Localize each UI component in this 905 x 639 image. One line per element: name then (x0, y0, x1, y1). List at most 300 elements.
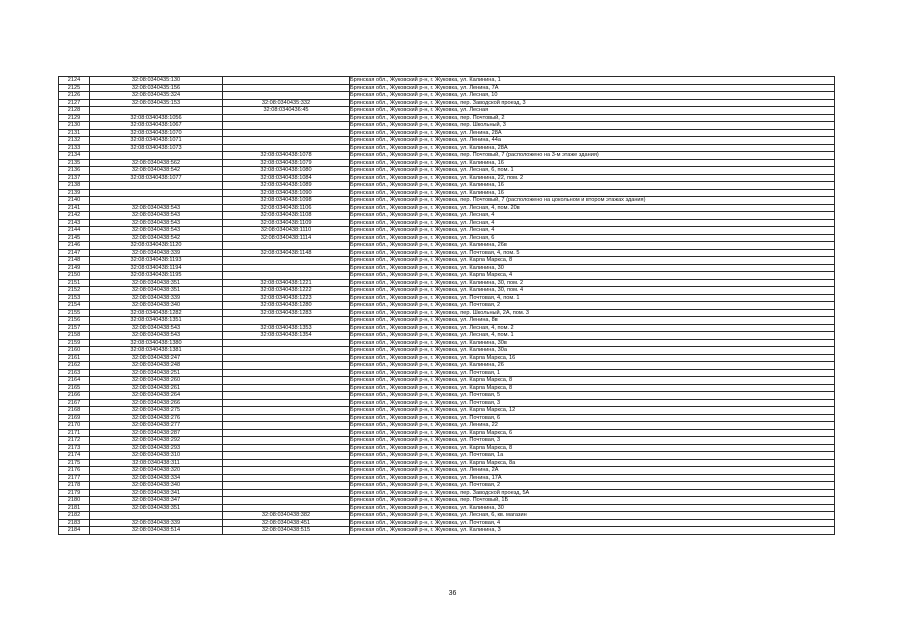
address-cell: Брянская обл., Жуковский р-н, г. Жуковка, ул. Калинина, 30а (350, 347, 835, 355)
table-row (59, 437, 835, 445)
table-row (59, 407, 835, 415)
land-cadastral-number-cell (90, 182, 223, 190)
row-number-cell: 2145 (59, 234, 90, 242)
table-row (59, 129, 835, 137)
land-cadastral-number-cell: 32:08:0340438:543 (90, 212, 223, 220)
address-cell: Брянская обл., Жуковский р-н, г. Жуковка, ул. Калинина, 30, пом. 2 (350, 279, 835, 287)
land-cadastral-number-cell: 32:08:0340438:1073 (90, 144, 223, 152)
address-cell: Брянская обл., Жуковский р-н, г. Жуковка, ул. Карла Маркса, 8 (350, 444, 835, 452)
object-cadastral-number-cell (223, 144, 350, 152)
land-cadastral-number-cell: 32:08:0340438:266 (90, 399, 223, 407)
object-cadastral-number-cell (223, 459, 350, 467)
row-number-cell: 2177 (59, 474, 90, 482)
address-cell: Брянская обл., Жуковский р-н, г. Жуковка, ул. Ленина, 22 (350, 422, 835, 430)
row-number-cell: 2126 (59, 92, 90, 100)
table-row (59, 99, 835, 107)
object-cadastral-number-cell: 32:08:0340438:1084 (223, 174, 350, 182)
object-cadastral-number-cell (223, 497, 350, 505)
land-cadastral-number-cell: 32:08:0340438:1120 (90, 242, 223, 250)
land-cadastral-number-cell: 32:08:0340438:351 (90, 279, 223, 287)
row-number-cell: 2140 (59, 197, 90, 205)
row-number-cell: 2161 (59, 354, 90, 362)
address-cell: Брянская обл., Жуковский р-н, г. Жуковка, ул. Карла Маркса, 8 (350, 384, 835, 392)
land-cadastral-number-cell: 32:08:0340438:542 (90, 234, 223, 242)
table-row (59, 144, 835, 152)
property-register-table (58, 76, 835, 535)
row-number-cell: 2152 (59, 287, 90, 295)
land-cadastral-number-cell: 32:08:0340438:1195 (90, 272, 223, 280)
land-cadastral-number-cell: 32:08:0340438:264 (90, 392, 223, 400)
row-number-cell: 2165 (59, 384, 90, 392)
table-row (59, 392, 835, 400)
row-number-cell: 2127 (59, 99, 90, 107)
address-cell: Брянская обл., Жуковский р-н, г. Жуковка, ул. Калинина, 3 (350, 527, 835, 535)
land-cadastral-number-cell: 32:08:0340438:542 (90, 167, 223, 175)
object-cadastral-number-cell (223, 84, 350, 92)
address-cell: Брянская обл., Жуковский р-н, г. Жуковка, ул. Карла Маркса, 8 (350, 257, 835, 265)
table-row (59, 249, 835, 257)
address-cell: Брянская обл., Жуковский р-н, г. Жуковка, пер. Заводской проезд, 5А (350, 489, 835, 497)
row-number-cell: 2154 (59, 302, 90, 310)
row-number-cell: 2142 (59, 212, 90, 220)
object-cadastral-number-cell (223, 257, 350, 265)
land-cadastral-number-cell: 32:08:0340438:1194 (90, 264, 223, 272)
row-number-cell: 2151 (59, 279, 90, 287)
land-cadastral-number-cell: 32:08:0340438:334 (90, 474, 223, 482)
row-number-cell: 2178 (59, 482, 90, 490)
address-cell: Брянская обл., Жуковский р-н, г. Жуковка, ул. Ленина, 28А (350, 129, 835, 137)
address-cell: Брянская обл., Жуковский р-н, г. Жуковка, ул. Почтовая, 1а (350, 452, 835, 460)
address-cell: Брянская обл., Жуковский р-н, г. Жуковка, ул. Калинина, 28А (350, 144, 835, 152)
land-cadastral-number-cell: 32:08:0340438:543 (90, 204, 223, 212)
object-cadastral-number-cell: 32:08:0340438:451 (223, 519, 350, 527)
table-row (59, 152, 835, 160)
land-cadastral-number-cell: 32:08:0340438:347 (90, 497, 223, 505)
row-number-cell: 2146 (59, 242, 90, 250)
object-cadastral-number-cell (223, 422, 350, 430)
object-cadastral-number-cell (223, 114, 350, 122)
row-number-cell: 2172 (59, 437, 90, 445)
table-row (59, 489, 835, 497)
row-number-cell: 2159 (59, 339, 90, 347)
land-cadastral-number-cell: 32:08:0340438:251 (90, 369, 223, 377)
table-row (59, 234, 835, 242)
table-row (59, 347, 835, 355)
table-row (59, 227, 835, 235)
object-cadastral-number-cell (223, 452, 350, 460)
address-cell: Брянская обл., Жуковский р-н, г. Жуковка, пер. Почтовый, 2 (350, 114, 835, 122)
land-cadastral-number-cell: 32:08:0340438:1282 (90, 309, 223, 317)
row-number-cell: 2162 (59, 362, 90, 370)
row-number-cell: 2174 (59, 452, 90, 460)
table-row (59, 182, 835, 190)
address-cell: Брянская обл., Жуковский р-н, г. Жуковка, ул. Калинина, 26 (350, 362, 835, 370)
row-number-cell: 2137 (59, 174, 90, 182)
table-row (59, 167, 835, 175)
object-cadastral-number-cell (223, 392, 350, 400)
table-row (59, 212, 835, 220)
land-cadastral-number-cell: 32:08:0340435:153 (90, 99, 223, 107)
table-row (59, 452, 835, 460)
row-number-cell: 2139 (59, 189, 90, 197)
register-table-body (59, 77, 835, 535)
object-cadastral-number-cell (223, 369, 350, 377)
address-cell: Брянская обл., Жуковский р-н, г. Жуковка, ул. Ленина, 44а (350, 137, 835, 145)
table-row (59, 444, 835, 452)
row-number-cell: 2143 (59, 219, 90, 227)
land-cadastral-number-cell: 32:08:0340438:341 (90, 489, 223, 497)
row-number-cell: 2144 (59, 227, 90, 235)
address-cell: Брянская обл., Жуковский р-н, г. Жуковка, пер. Школьный, 3 (350, 122, 835, 130)
land-cadastral-number-cell: 32:08:0340438:292 (90, 437, 223, 445)
object-cadastral-number-cell: 32:08:0340438:1090 (223, 189, 350, 197)
land-cadastral-number-cell: 32:08:0340438:340 (90, 302, 223, 310)
land-cadastral-number-cell: 32:08:0340438:339 (90, 294, 223, 302)
land-cadastral-number-cell: 32:08:0340438:277 (90, 422, 223, 430)
object-cadastral-number-cell: 32:08:0340438:1148 (223, 249, 350, 257)
row-number-cell: 2141 (59, 204, 90, 212)
object-cadastral-number-cell: 32:08:0340438:1114 (223, 234, 350, 242)
land-cadastral-number-cell: 32:08:0340438:261 (90, 384, 223, 392)
table-row (59, 92, 835, 100)
land-cadastral-number-cell: 32:08:0340435:156 (90, 84, 223, 92)
row-number-cell: 2138 (59, 182, 90, 190)
row-number-cell: 2183 (59, 519, 90, 527)
address-cell: Брянская обл., Жуковский р-н, г. Жуковка, ул. Лесная, 4 (350, 212, 835, 220)
table-row (59, 77, 835, 85)
object-cadastral-number-cell: 32:08:0340436:45 (223, 107, 350, 115)
object-cadastral-number-cell (223, 504, 350, 512)
table-row (59, 362, 835, 370)
table-row (59, 114, 835, 122)
object-cadastral-number-cell (223, 444, 350, 452)
row-number-cell: 2135 (59, 159, 90, 167)
object-cadastral-number-cell (223, 407, 350, 415)
address-cell: Брянская обл., Жуковский р-н, г. Жуковка, ул. Карла Маркса, 16 (350, 354, 835, 362)
address-cell: Брянская обл., Жуковский р-н, г. Жуковка, ул. Карла Маркса, 6 (350, 429, 835, 437)
address-cell: Брянская обл., Жуковский р-н, г. Жуковка, ул. Лесная, 6, кв. магазин (350, 512, 835, 520)
land-cadastral-number-cell: 32:08:0340438:543 (90, 324, 223, 332)
object-cadastral-number-cell: 32:08:0340438:1354 (223, 332, 350, 340)
object-cadastral-number-cell (223, 317, 350, 325)
object-cadastral-number-cell: 32:08:0340438:1223 (223, 294, 350, 302)
row-number-cell: 2148 (59, 257, 90, 265)
object-cadastral-number-cell: 32:08:0340438:1280 (223, 302, 350, 310)
table-row (59, 527, 835, 535)
address-cell: Брянская обл., Жуковский р-н, г. Жуковка, ул. Карла Маркса, 8а (350, 459, 835, 467)
land-cadastral-number-cell: 32:08:0340438:1056 (90, 114, 223, 122)
table-row (59, 504, 835, 512)
row-number-cell: 2150 (59, 272, 90, 280)
row-number-cell: 2180 (59, 497, 90, 505)
table-row (59, 264, 835, 272)
table-row (59, 294, 835, 302)
land-cadastral-number-cell: 32:08:0340438:320 (90, 467, 223, 475)
row-number-cell: 2166 (59, 392, 90, 400)
address-cell: Брянская обл., Жуковский р-н, г. Жуковка, ул. Лесная, 6 (350, 234, 835, 242)
land-cadastral-number-cell: 32:08:0340435:130 (90, 77, 223, 85)
row-number-cell: 2175 (59, 459, 90, 467)
land-cadastral-number-cell: 32:08:0340438:339 (90, 519, 223, 527)
row-number-cell: 2179 (59, 489, 90, 497)
object-cadastral-number-cell (223, 429, 350, 437)
object-cadastral-number-cell: 32:08:0340438:382 (223, 512, 350, 520)
row-number-cell: 2153 (59, 294, 90, 302)
address-cell: Брянская обл., Жуковский р-н, г. Жуковка, ул. Карла Маркса, 8 (350, 377, 835, 385)
row-number-cell: 2130 (59, 122, 90, 130)
table-row (59, 332, 835, 340)
table-row (59, 369, 835, 377)
address-cell: Брянская обл., Жуковский р-н, г. Жуковка, ул. Карла Маркса, 4 (350, 272, 835, 280)
object-cadastral-number-cell (223, 92, 350, 100)
address-cell: Брянская обл., Жуковский р-н, г. Жуковка, ул. Почтовая, 3 (350, 437, 835, 445)
object-cadastral-number-cell: 32:08:0340438:1089 (223, 182, 350, 190)
row-number-cell: 2136 (59, 167, 90, 175)
table-row (59, 422, 835, 430)
row-number-cell: 2129 (59, 114, 90, 122)
address-cell: Брянская обл., Жуковский р-н, г. Жуковка, ул. Лесная, 4, пом. 1 (350, 332, 835, 340)
table-row (59, 219, 835, 227)
land-cadastral-number-cell: 32:08:0340438:340 (90, 482, 223, 490)
address-cell: Брянская обл., Жуковский р-н, г. Жуковка, ул. Калинина, 30 (350, 504, 835, 512)
address-cell: Брянская обл., Жуковский р-н, г. Жуковка, ул. Калинина, 30 (350, 264, 835, 272)
table-row (59, 467, 835, 475)
address-cell: Брянская обл., Жуковский р-н, г. Жуковка, пер. Почтовый, 7 (расположено на цокольном и втором этажах здания) (350, 197, 835, 205)
address-cell: Брянская обл., Жуковский р-н, г. Жуковка, ул. Карла Маркса, 12 (350, 407, 835, 415)
row-number-cell: 2164 (59, 377, 90, 385)
object-cadastral-number-cell: 32:08:0340438:1353 (223, 324, 350, 332)
address-cell: Брянская обл., Жуковский р-н, г. Жуковка, ул. Калинина, 1 (350, 77, 835, 85)
address-cell: Брянская обл., Жуковский р-н, г. Жуковка, ул. Почтовая, 4, пом. 1 (350, 294, 835, 302)
address-cell: Брянская обл., Жуковский р-н, г. Жуковка, ул. Почтовая, 2 (350, 302, 835, 310)
address-cell: Брянская обл., Жуковский р-н, г. Жуковка, пер. Почтовый, 1Б (350, 497, 835, 505)
object-cadastral-number-cell (223, 377, 350, 385)
address-cell: Брянская обл., Жуковский р-н, г. Жуковка, ул. Лесная, 4 (350, 219, 835, 227)
object-cadastral-number-cell: 32:08:0340438:1079 (223, 159, 350, 167)
object-cadastral-number-cell (223, 414, 350, 422)
land-cadastral-number-cell: 32:08:0340438:543 (90, 227, 223, 235)
object-cadastral-number-cell (223, 354, 350, 362)
table-row (59, 459, 835, 467)
row-number-cell: 2133 (59, 144, 90, 152)
table-row (59, 279, 835, 287)
object-cadastral-number-cell: 32:08:0340438:1109 (223, 219, 350, 227)
address-cell: Брянская обл., Жуковский р-н, г. Жуковка, ул. Калинина, 26в (350, 242, 835, 250)
address-cell: Брянская обл., Жуковский р-н, г. Жуковка, ул. Калинина, 16 (350, 159, 835, 167)
table-row (59, 339, 835, 347)
row-number-cell: 2168 (59, 407, 90, 415)
address-cell: Брянская обл., Жуковский р-н, г. Жуковка, ул. Ленина, 7А (350, 84, 835, 92)
row-number-cell: 2134 (59, 152, 90, 160)
table-row (59, 309, 835, 317)
address-cell: Брянская обл., Жуковский р-н, г. Жуковка, ул. Калинина, 30, пом. 4 (350, 287, 835, 295)
object-cadastral-number-cell (223, 489, 350, 497)
object-cadastral-number-cell (223, 384, 350, 392)
address-cell: Брянская обл., Жуковский р-н, г. Жуковка, ул. Лесная, 10 (350, 92, 835, 100)
row-number-cell: 2124 (59, 77, 90, 85)
land-cadastral-number-cell: 32:08:0340438:514 (90, 527, 223, 535)
address-cell: Брянская обл., Жуковский р-н, г. Жуковка, ул. Почтовая, 5 (350, 392, 835, 400)
land-cadastral-number-cell: 32:08:0340438:351 (90, 287, 223, 295)
land-cadastral-number-cell: 32:08:0340438:351 (90, 504, 223, 512)
object-cadastral-number-cell (223, 242, 350, 250)
row-number-cell: 2181 (59, 504, 90, 512)
table-row (59, 317, 835, 325)
row-number-cell: 2125 (59, 84, 90, 92)
land-cadastral-number-cell: 32:08:0340438:293 (90, 444, 223, 452)
row-number-cell: 2155 (59, 309, 90, 317)
object-cadastral-number-cell: 32:08:0340438:1098 (223, 197, 350, 205)
land-cadastral-number-cell: 32:08:0340438:275 (90, 407, 223, 415)
row-number-cell: 2132 (59, 137, 90, 145)
address-cell: Брянская обл., Жуковский р-н, г. Жуковка, ул. Ленина, 17А (350, 474, 835, 482)
land-cadastral-number-cell: 32:08:0340438:1077 (90, 174, 223, 182)
object-cadastral-number-cell (223, 347, 350, 355)
land-cadastral-number-cell: 32:08:0340438:1070 (90, 129, 223, 137)
address-cell: Брянская обл., Жуковский р-н, г. Жуковка, ул. Лесная, 4, пом. 2 (350, 324, 835, 332)
table-row (59, 137, 835, 145)
address-cell: Брянская обл., Жуковский р-н, г. Жуковка, ул. Ленина, 8в (350, 317, 835, 325)
object-cadastral-number-cell (223, 437, 350, 445)
land-cadastral-number-cell (90, 107, 223, 115)
row-number-cell: 2169 (59, 414, 90, 422)
address-cell: Брянская обл., Жуковский р-н, г. Жуковка, ул. Почтовая, 6 (350, 414, 835, 422)
table-row (59, 287, 835, 295)
object-cadastral-number-cell (223, 474, 350, 482)
table-row (59, 159, 835, 167)
table-row (59, 257, 835, 265)
land-cadastral-number-cell: 32:08:0340438:260 (90, 377, 223, 385)
land-cadastral-number-cell: 32:08:0340438:1067 (90, 122, 223, 130)
object-cadastral-number-cell: 32:08:0340438:1080 (223, 167, 350, 175)
table-row (59, 174, 835, 182)
object-cadastral-number-cell: 32:08:0340438:515 (223, 527, 350, 535)
page-number: 36 (448, 590, 457, 597)
address-cell: Брянская обл., Жуковский р-н, г. Жуковка, ул. Почтовая, 4, пом. 5 (350, 249, 835, 257)
object-cadastral-number-cell (223, 137, 350, 145)
table-row (59, 497, 835, 505)
object-cadastral-number-cell (223, 122, 350, 130)
land-cadastral-number-cell (90, 152, 223, 160)
land-cadastral-number-cell: 32:08:0340438:1381 (90, 347, 223, 355)
land-cadastral-number-cell: 32:08:0340438:543 (90, 219, 223, 227)
table-row (59, 512, 835, 520)
land-cadastral-number-cell (90, 189, 223, 197)
address-cell: Брянская обл., Жуковский р-н, г. Жуковка, ул. Почтовая, 1 (350, 369, 835, 377)
land-cadastral-number-cell: 32:08:0340438:1380 (90, 339, 223, 347)
land-cadastral-number-cell: 32:08:0340438:1071 (90, 137, 223, 145)
row-number-cell: 2157 (59, 324, 90, 332)
row-number-cell: 2182 (59, 512, 90, 520)
address-cell: Брянская обл., Жуковский р-н, г. Жуковка, ул. Калинина, 30в (350, 339, 835, 347)
object-cadastral-number-cell (223, 272, 350, 280)
row-number-cell: 2131 (59, 129, 90, 137)
row-number-cell: 2147 (59, 249, 90, 257)
object-cadastral-number-cell (223, 339, 350, 347)
address-cell: Брянская обл., Жуковский р-н, г. Жуковка, ул. Лесная, 4, пом. 20в (350, 204, 835, 212)
table-row (59, 324, 835, 332)
land-cadastral-number-cell: 32:08:0340438:311 (90, 459, 223, 467)
object-cadastral-number-cell (223, 362, 350, 370)
row-number-cell: 2149 (59, 264, 90, 272)
row-number-cell: 2163 (59, 369, 90, 377)
object-cadastral-number-cell: 32:08:0340435:332 (223, 99, 350, 107)
land-cadastral-number-cell: 32:08:0340438:562 (90, 159, 223, 167)
row-number-cell: 2173 (59, 444, 90, 452)
address-cell: Брянская обл., Жуковский р-н, г. Жуковка, ул. Калинина, 16 (350, 189, 835, 197)
object-cadastral-number-cell: 32:08:0340438:1283 (223, 309, 350, 317)
object-cadastral-number-cell: 32:08:0340438:1106 (223, 204, 350, 212)
land-cadastral-number-cell: 32:08:0340438:247 (90, 354, 223, 362)
row-number-cell: 2160 (59, 347, 90, 355)
row-number-cell: 2171 (59, 429, 90, 437)
land-cadastral-number-cell (90, 197, 223, 205)
land-cadastral-number-cell: 32:08:0340438:310 (90, 452, 223, 460)
row-number-cell: 2176 (59, 467, 90, 475)
address-cell: Брянская обл., Жуковский р-н, г. Жуковка, пер. Школьный, 2А, пом. 3 (350, 309, 835, 317)
table-row (59, 377, 835, 385)
table-row (59, 197, 835, 205)
object-cadastral-number-cell: 32:08:0340438:1221 (223, 279, 350, 287)
object-cadastral-number-cell (223, 77, 350, 85)
row-number-cell: 2170 (59, 422, 90, 430)
table-row (59, 414, 835, 422)
object-cadastral-number-cell: 32:08:0340438:1108 (223, 212, 350, 220)
table-row (59, 429, 835, 437)
object-cadastral-number-cell: 32:08:0340438:1110 (223, 227, 350, 235)
land-cadastral-number-cell: 32:08:0340438:1193 (90, 257, 223, 265)
address-cell: Брянская обл., Жуковский р-н, г. Жуковка, ул. Лесная (350, 107, 835, 115)
address-cell: Брянская обл., Жуковский р-н, г. Жуковка, ул. Почтовая, 2 (350, 482, 835, 490)
address-cell: Брянская обл., Жуковский р-н, г. Жуковка, ул. Калинина, 16 (350, 182, 835, 190)
address-cell: Брянская обл., Жуковский р-н, г. Жуковка, пер. Заводской проезд, 3 (350, 99, 835, 107)
address-cell: Брянская обл., Жуковский р-н, г. Жуковка, ул. Лесная, 4 (350, 227, 835, 235)
land-cadastral-number-cell: 32:08:0340435:324 (90, 92, 223, 100)
object-cadastral-number-cell (223, 467, 350, 475)
table-row (59, 122, 835, 130)
object-cadastral-number-cell: 32:08:0340438:1222 (223, 287, 350, 295)
object-cadastral-number-cell (223, 264, 350, 272)
table-row (59, 482, 835, 490)
land-cadastral-number-cell (90, 512, 223, 520)
land-cadastral-number-cell: 32:08:0340438:339 (90, 249, 223, 257)
address-cell: Брянская обл., Жуковский р-н, г. Жуковка, ул. Почтовая, 4 (350, 519, 835, 527)
land-cadastral-number-cell: 32:08:0340438:276 (90, 414, 223, 422)
row-number-cell: 2184 (59, 527, 90, 535)
object-cadastral-number-cell (223, 482, 350, 490)
address-cell: Брянская обл., Жуковский р-н, г. Жуковка, ул. Лесная, 6, пом. 1 (350, 167, 835, 175)
table-row (59, 474, 835, 482)
row-number-cell: 2158 (59, 332, 90, 340)
land-cadastral-number-cell: 32:08:0340438:1351 (90, 317, 223, 325)
land-cadastral-number-cell: 32:08:0340438:543 (90, 332, 223, 340)
row-number-cell: 2128 (59, 107, 90, 115)
row-number-cell: 2167 (59, 399, 90, 407)
table-row (59, 204, 835, 212)
address-cell: Брянская обл., Жуковский р-н, г. Жуковка, ул. Калинина, 22, пом. 2 (350, 174, 835, 182)
table-row (59, 272, 835, 280)
table-row (59, 84, 835, 92)
address-cell: Брянская обл., Жуковский р-н, г. Жуковка, ул. Ленина, 2А (350, 467, 835, 475)
land-cadastral-number-cell: 32:08:0340438:287 (90, 429, 223, 437)
object-cadastral-number-cell (223, 399, 350, 407)
object-cadastral-number-cell: 32:08:0340438:1078 (223, 152, 350, 160)
table-row (59, 384, 835, 392)
table-row (59, 189, 835, 197)
address-cell: Брянская обл., Жуковский р-н, г. Жуковка, пер. Почтовый, 7 (расположено на 3-м этаже здания) (350, 152, 835, 160)
land-cadastral-number-cell: 32:08:0340438:248 (90, 362, 223, 370)
table-row (59, 399, 835, 407)
